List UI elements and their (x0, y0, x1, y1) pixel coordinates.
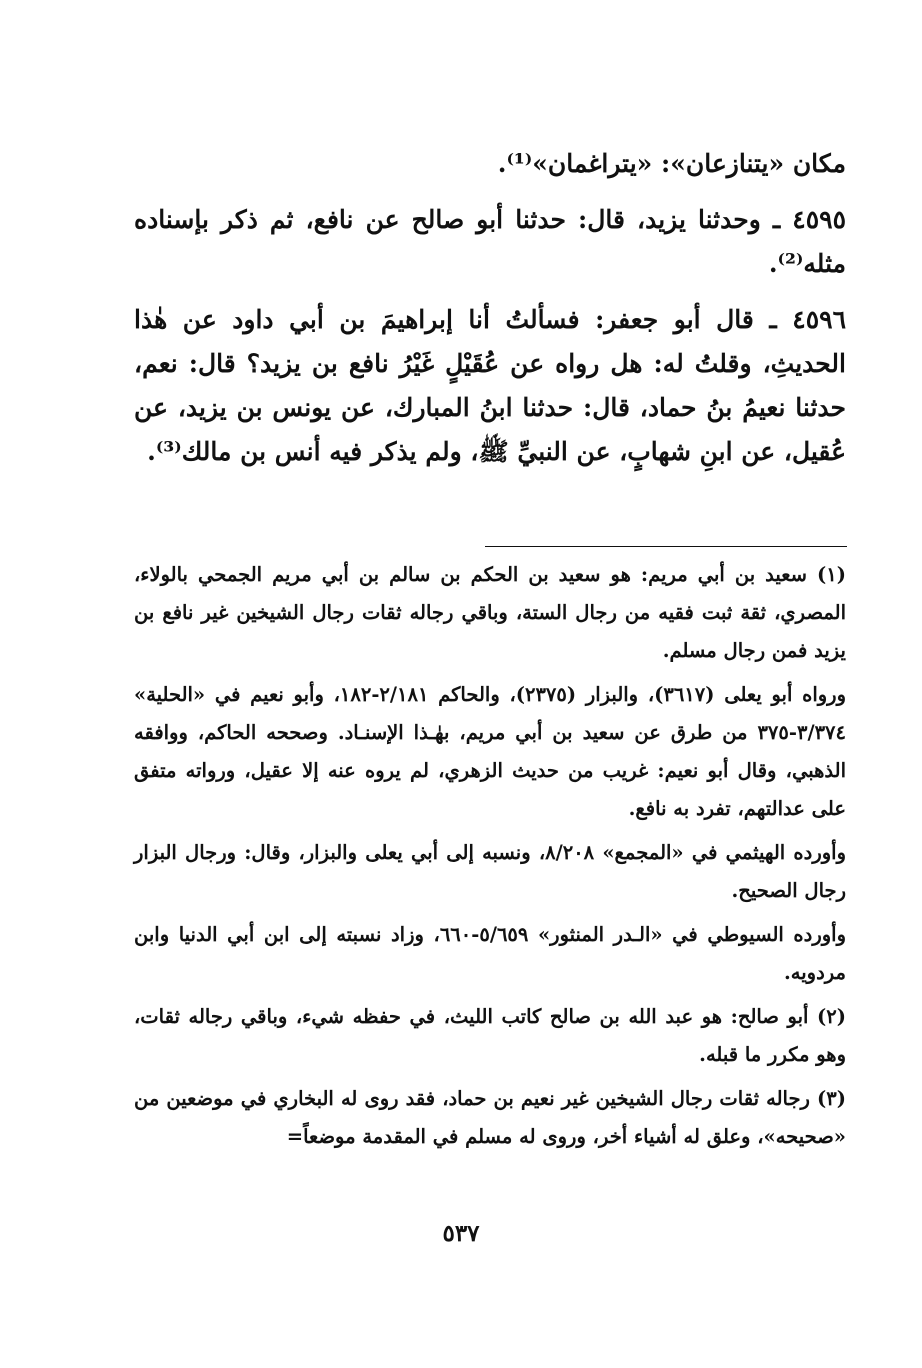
hadith-4595: ٤٥٩٥ ـ وحدثنا يزيد، قال: حدثنا أبو صالح عن نافع، ثم ذكر بإسناده مثله⁽²⁾. (134, 205, 846, 278)
footnotes (134, 556, 846, 1156)
page-number: ٥٣٧ (442, 1220, 480, 1247)
hadith-4596: ٤٥٩٦ ـ قال أبو جعفر: فسألتُ أنا إبراهيمَ بن أبي داود عن هٰذا الحديثِ، وقلتُ له: هل رواه عن عُقَيْلٍ غَيْرُ نافع بن يزيد؟ قال: نعم، حدثنا نعيمُ بنُ حماد، قال: حدثنا ابنُ المبارك، عن يونس بن يزيد، عن عُقيل، عن ابنِ شهابٍ، عن النبيِّ ﷺ، ولم يذكر فيه أنس بن مالك⁽³⁾. (134, 305, 846, 466)
paragraph-continuation: مكان «يتنازعان»: «يتراغمان»⁽¹⁾. (497, 149, 846, 178)
footnote-2: (٢) أبو صالح: هو عبد الله بن صالح كاتب الليث، في حفظه شيء، وباقي رجاله ثقات، وهو مكرر ما قبله. (134, 1005, 846, 1066)
footnote-1-haythami: وأورده الهيثمي في «المجمع» ٨/٢٠٨، ونسبه إلى أبي يعلى والبزار، وقال: ورجال البزار رجال الصحيح. (134, 841, 846, 902)
footnote-1-suyuti: وأورده السيوطي في «الـدر المنثور» ٥/٦٥٩-٦٦٠، وزاد نسبته إلى ابن أبي الدنيا وابن مردويه. (134, 923, 846, 984)
footnote-separator (485, 546, 847, 547)
footnote-1-sources: ورواه أبو يعلى (٣٦١٧)، والبزار (٢٣٧٥)، والحاكم ٢/١٨١-١٨٢، وأبو نعيم في «الحلية» ٣/٣٧٤-٣٧٥ من طرق عن سعيد بن أبي مريم، بهٰـذا الإسنـاد. وصححه الحاكم، ووافقه الذهبي، وقال أبو نعيم: غريب من حديث الزهري، لم يروه عنه إلا عقيل، ورواته متفق على عدالتهم، تفرد به نافع. (134, 683, 846, 820)
main-text (134, 142, 846, 474)
footnote-1: (١) سعيد بن أبي مريم: هو سعيد بن الحكم بن سالم بن أبي مريم الجمحي بالولاء، المصري، ثقة ثبت فقيه من رجال الستة، وباقي رجاله ثقات رجال الشيخين غير نافع بن يزيد فمن رجال مسلم. (134, 563, 846, 662)
footnote-3: (٣) رجاله ثقات رجال الشيخين غير نعيم بن حماد، فقد روى له البخاري في موضعين من «صحيحه»، وعلق له أشياء أخر، وروى له مسلم في المقدمة موضعاً= (134, 1087, 846, 1148)
